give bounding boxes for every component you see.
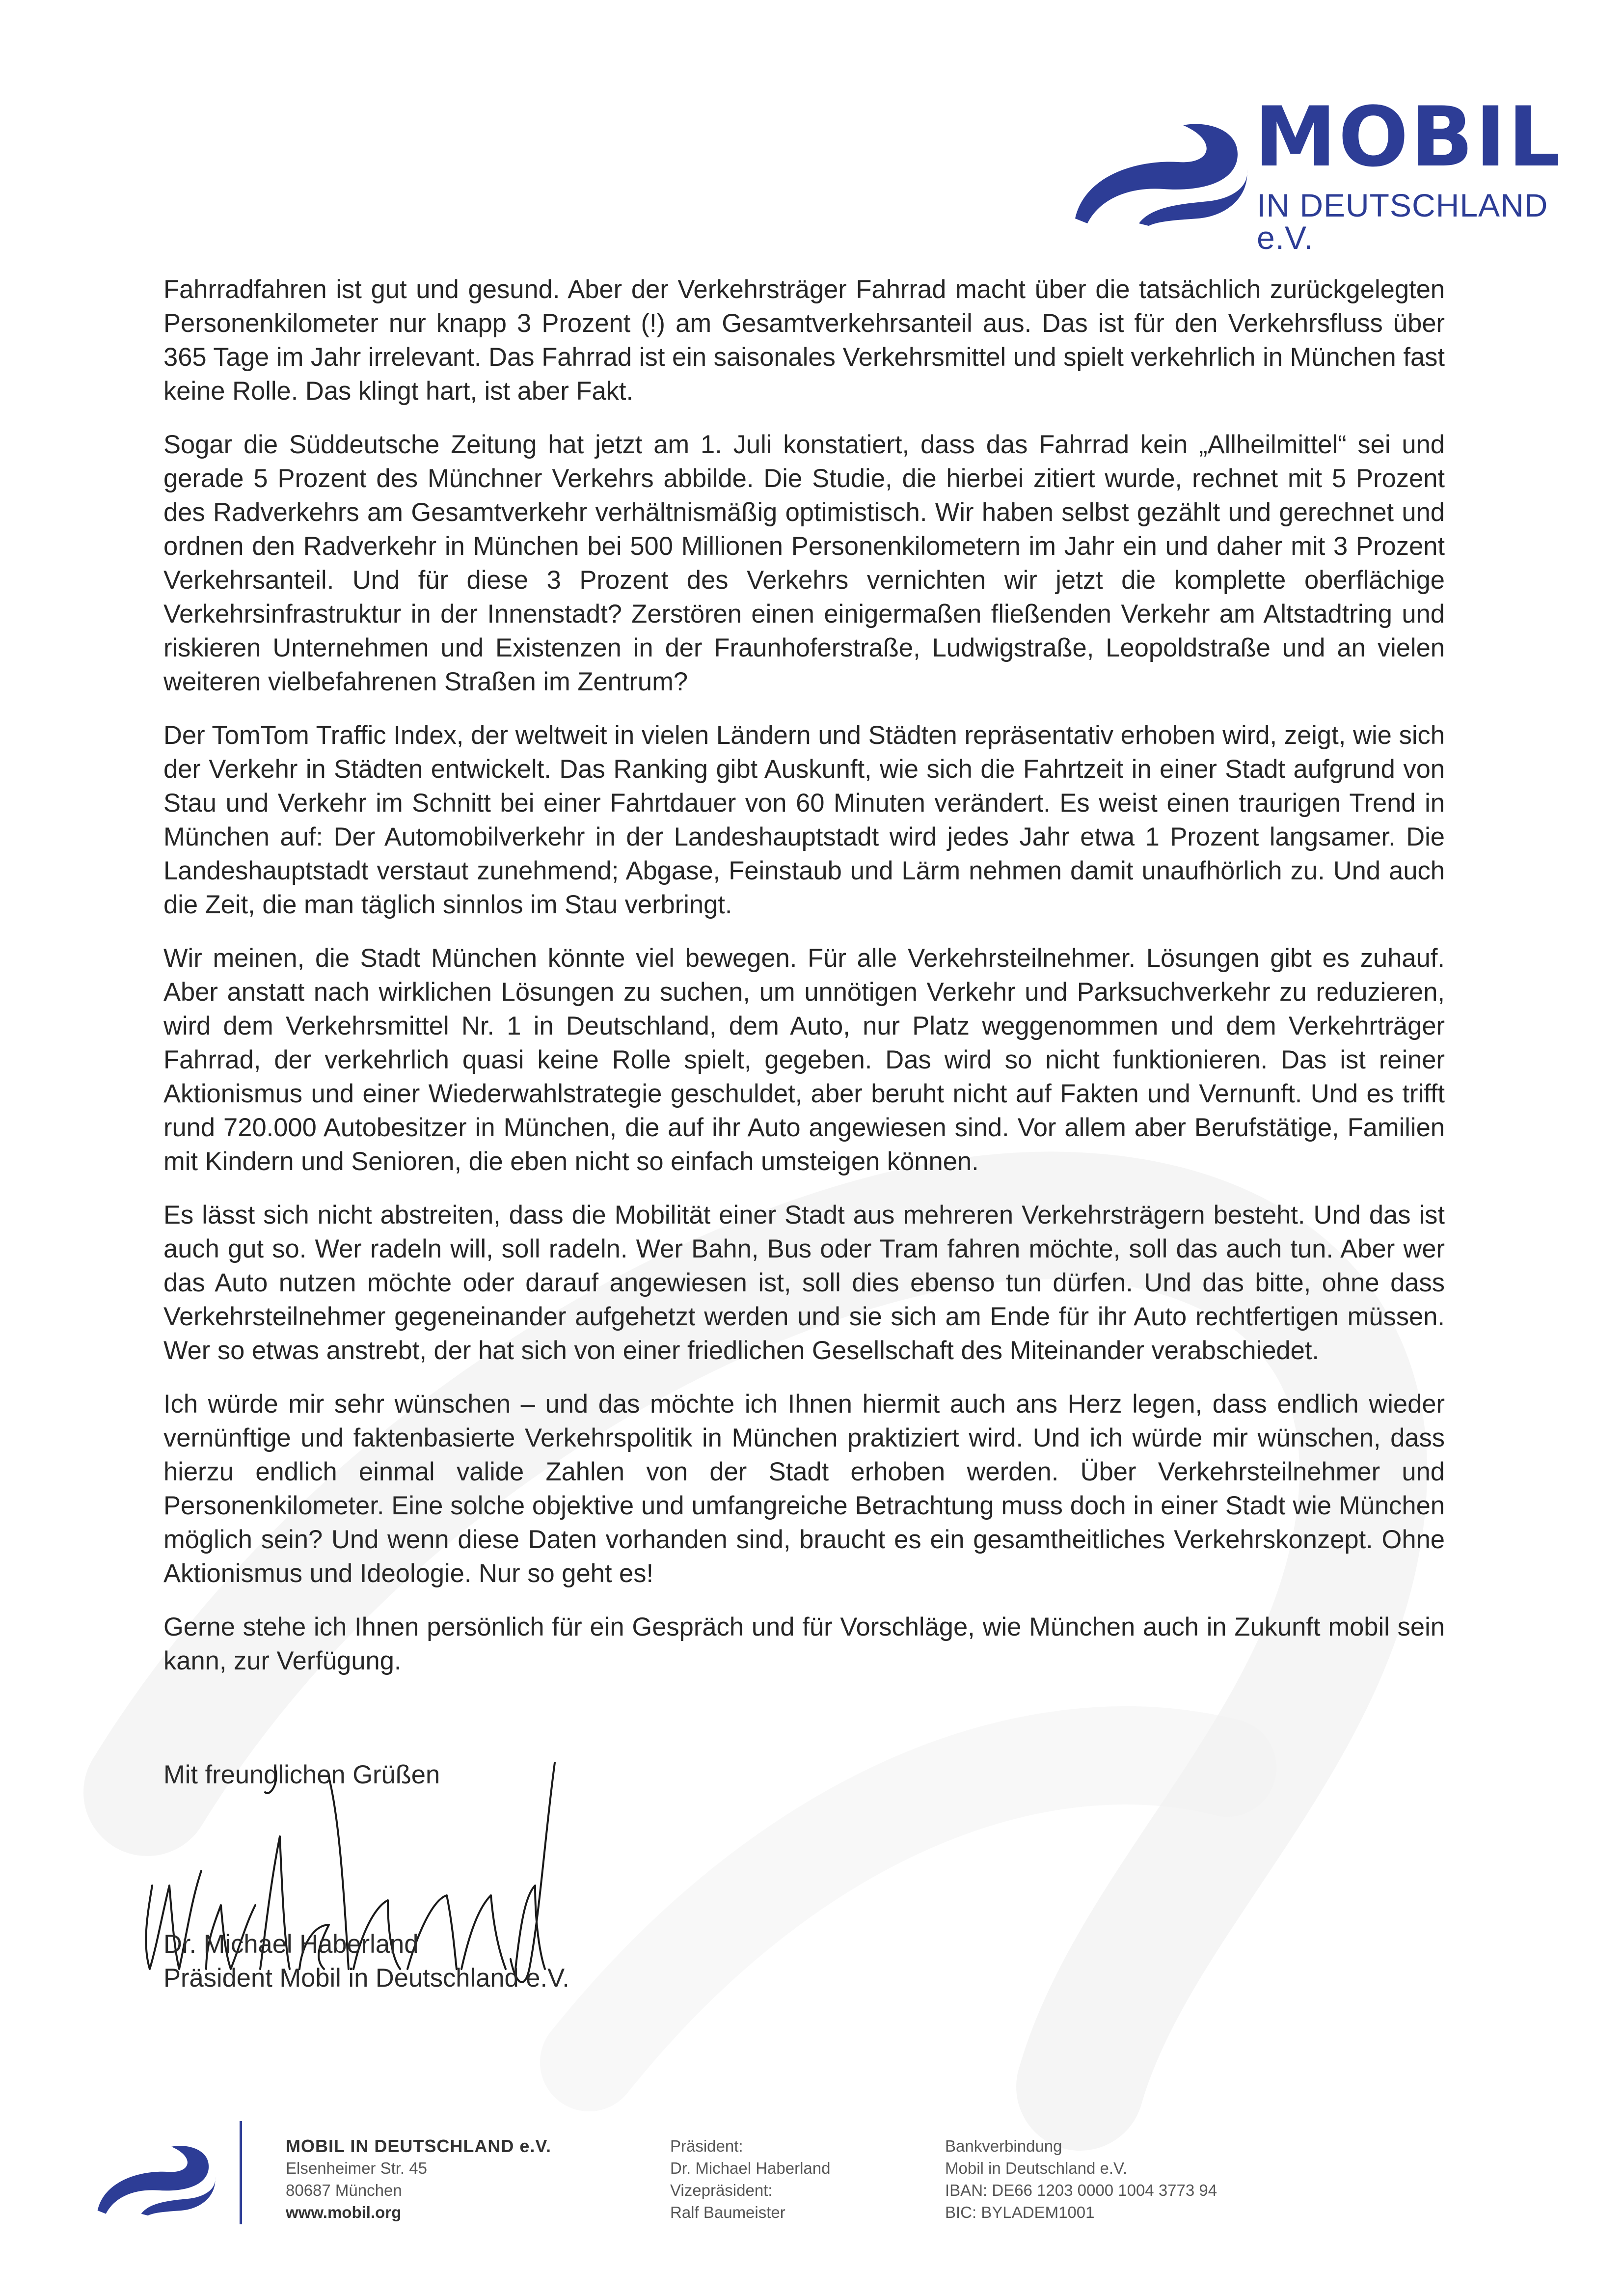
footer-swoosh-logo-icon [91,2131,218,2219]
paragraph: Es lässt sich nicht abstreiten, dass die Mobilität einer Stadt aus mehreren Verkehrsträgern besteht. Und das ist auch gut so. Wer radeln will, soll radeln. Wer Bahn, Bus oder Tram fahren möchte, soll das auch tun. Aber wer das Auto nutzen möchte oder darauf angewiesen ist, soll dies ebenso tun dürfen. Und das bitte, ohne dass Verkehrsteilnehmer gegeneinander aufgehetzt werden und sie sich am Ende für ihr Auto rechtfertigen müssen. Wer so etwas anstrebt, der hat sich von einer friedlichen Gesellschaft des Miteinander verabschiedet. [163,1201,1445,1365]
footer-vice: Ralf Baumeister [670,2203,785,2221]
signer-name: Dr. Michael Haberland [163,1930,419,1959]
paragraph: Fahrradfahren ist gut und gesund. Aber der Verkehrsträger Fahrrad macht über die tatsächlich zurückgelegten Personenkilometer nur knapp 3 Prozent (!) am Gesamtverkehrsanteil aus. Das ist für den Verkehrsfluss über 365 Tage im Jahr irrelevant. Das Fahrrad ist ein saisonales Verkehrsmittel und spielt verkehrlich in München fast keine Rolle. Das klingt hart, ist aber Fakt. [163,275,1445,406]
footer-divider [240,2121,242,2224]
footer-vice-label: Vizepräsident: [670,2181,773,2199]
footer-city: 80687 München [286,2181,402,2199]
swoosh-logo-icon [1065,106,1252,228]
signer-block [163,1927,569,1995]
paragraph: Wir meinen, die Stadt München könnte viel bewegen. Für alle Verkehrsteilnehmer. Lösungen gibt es zuhauf. Aber anstatt nach wirklichen Lösungen zu suchen, um unnötigen Verkehr und Parksuchverkehr zu reduzieren, wird dem Verkehrsmittel Nr. 1 in Deutschland, dem Auto, nur Platz weggenommen und dem Verkehrträger Fahrrad, der verkehrlich quasi keine Rolle spielt, gegeben. Das wird so nicht funktionieren. Das ist reiner Aktionismus und einer Wiederwahlstrategie geschuldet, aber beruht nicht auf Fakten und Vernunft. Und es trifft rund 720.000 Autobesitzer in München, die auf ihr Auto angewiesen sind. Vor allem aber Berufstätige, Familien mit Kindern und Senioren, die eben nicht so einfach umsteigen können. [163,944,1445,1176]
letter-body [163,273,1445,1697]
footer-bank-label: Bankverbindung [945,2137,1062,2155]
paragraph: Der TomTom Traffic Index, der weltweit in vielen Ländern und Städten repräsentativ erhoben wird, zeigt, wie sich der Verkehr in Städten entwickelt. Das Ranking gibt Auskunft, wie sich die Fahrtzeit in einer Stadt aufgrund von Stau und Verkehr im Schnitt bei einer Fahrtdauer von 60 Minuten verändert. Es weist einen traurigen Trend in München auf: Der Automobilverkehr in der Landeshauptstadt wird jedes Jahr etwa 1 Prozent langsamer. Die Landeshauptstadt verstaut zunehmend; Abgase, Feinstaub und Lärm nehmen damit unaufhörlich zu. Und auch die Zeit, die man täglich sinnlos im Stau verbringt. [163,721,1445,919]
footer-website-link[interactable]: www.mobil.org [286,2203,402,2221]
signer-title: Präsident Mobil in Deutschland e.V. [163,1964,569,1993]
footer-iban: IBAN: DE66 1203 0000 1004 3773 94 [945,2181,1217,2199]
footer-president-label: Präsident: [670,2137,743,2155]
logo-subtitle: IN DEUTSCHLAND e.V. [1257,187,1548,256]
paragraph: Gerne stehe ich Ihnen persönlich für ein Gespräch und für Vorschläge, wie München auch in Zukunft mobil sein kann, zur Verfügung. [163,1613,1445,1675]
footer-president: Dr. Michael Haberland [670,2159,831,2177]
paragraph: Sogar die Süddeutsche Zeitung hat jetzt am 1. Juli konstatiert, dass das Fahrrad kein „Allheilmittel“ sei und gerade 5 Prozent des Münchner Verkehrs abbilde. Die Studie, die hierbei zitiert wurde, rechnet mit 5 Prozent des Radverkehrs am Gesamtverkehr verhältnismäßig optimistisch. Wir haben selbst gezählt und gerechnet und ordnen den Radverkehr in München bei 500 Millionen Personenkilometern im Jahr ein und daher mit 3 Prozent Verkehrsanteil. Und für diese 3 Prozent des Verkehrs vernichten wir jetzt die komplette oberflächige Verkehrsinfrastruktur in der Innenstadt? Zerstören einen einigermaßen fließenden Verkehr am Altstadtring und riskieren Unternehmen und Existenzen in der Fraunhoferstraße, Ludwigstraße, Leopoldstraße und an vielen weiteren vielbefahrenen Straßen im Zentrum? [163,430,1445,696]
footer-org-name: MOBIL IN DEUTSCHLAND e.V. [286,2136,552,2156]
footer-bank-block [945,2135,1217,2223]
footer-board-block [670,2135,831,2223]
logo-title: MOBIL [1254,89,1563,185]
header-logo [1065,89,1563,256]
footer [0,2111,1623,2239]
footer-bank-holder: Mobil in Deutschland e.V. [945,2159,1128,2177]
footer-bic: BIC: BYLADEM1001 [945,2203,1095,2221]
closing-salutation: Mit freundlichen Grüßen [163,1760,440,1789]
footer-org-block [286,2135,551,2223]
paragraph: Ich würde mir sehr wünschen – und das möchte ich Ihnen hiermit auch ans Herz legen, dass endlich wieder vernünftige und faktenbasierte Verkehrspolitik in München praktiziert wird. Und ich würde mir wünschen, dass hierzu endlich einmal valide Zahlen von der Stadt erhoben werden. Über Verkehrsteilnehmer und Personenkilometer. Eine solche objektive und umfangreiche Betrachtung muss doch in einer Stadt wie München möglich sein? Und wenn diese Daten vorhanden sind, braucht es ein gesamtheitliches Verkehrskonzept. Ohne Aktionismus und Ideologie. Nur so geht es! [163,1390,1445,1588]
footer-street: Elsenheimer Str. 45 [286,2159,427,2177]
